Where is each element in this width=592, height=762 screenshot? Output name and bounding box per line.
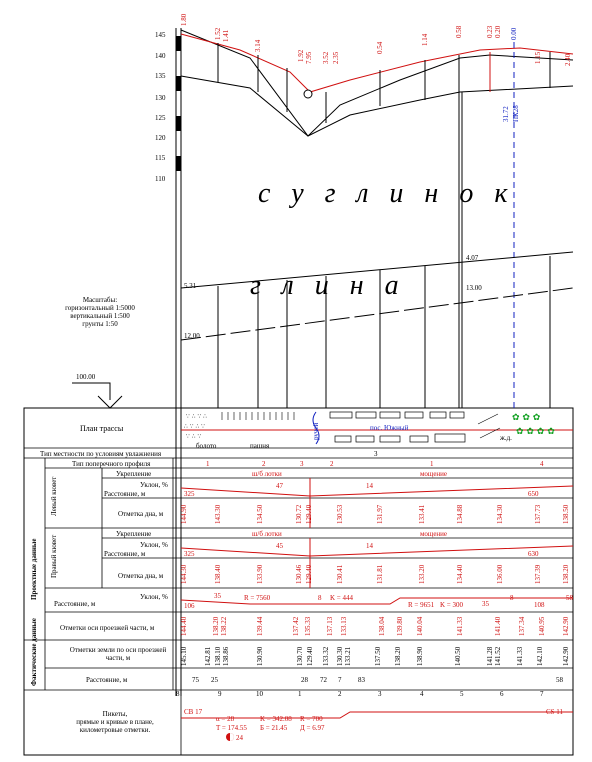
design-mark: 0.58 [455,25,463,38]
design-mark: 1.14 [421,33,429,46]
left-slope-value: 14 [366,482,373,490]
design-mark: 7.95 [305,51,313,64]
design-group-label: Проектные данные [30,538,38,600]
curve-value: R = 7560 [244,594,271,602]
tick-label: 140 [155,52,166,60]
left-slope-label: Уклон, % [140,481,168,489]
design-mark: 0.54 [376,41,384,54]
picket-name: ПК28 [512,105,520,122]
cross-profile-value: 4 [540,460,544,468]
axis-elev-value: 144.40 [180,616,188,636]
left-bottom-value: 137.73 [534,504,542,524]
design-mark: 0.00 [510,27,518,40]
svg-text:✿ ✿ ✿: ✿ ✿ ✿ [512,413,541,423]
tick-label: 145 [155,31,166,39]
picket: 5 [460,690,464,698]
svg-text:✿ ✿ ✿ ✿: ✿ ✿ ✿ ✿ [516,427,555,437]
picket: 9 [218,690,222,698]
cross-profile-value: 2 [330,460,334,468]
right-bottom-value: 131.81 [376,564,384,584]
pickets-label-line3: километровые отметки. [79,726,151,734]
design-mark: 1.41 [222,29,230,42]
left-slope-value: 47 [276,482,283,490]
depth-label: 12.00 [184,332,200,340]
curve-value: 108 [534,601,545,609]
curve-domer: Д = 6.97 [300,724,325,732]
right-distance-value: 325 [184,550,195,558]
curve-bisector: Б = 21.45 [260,724,288,732]
left-bottom-value: 134.88 [456,504,464,524]
right-bottom-value: 138.20 [562,564,570,584]
cross-profile-value: 3 [300,460,304,468]
village-label: пос. Южный [370,424,409,432]
curve-radius: R = 700 [300,715,323,723]
right-bottom-value: 130.46 [295,564,303,584]
road-distance-label: Расстояние, м [54,600,96,608]
pickets-label-line2: прямые и кривые в плане, [76,718,154,726]
soil-upper-label: суглинок [258,178,529,209]
tick-label: 110 [155,175,166,183]
tick-label: 120 [155,134,166,142]
curve-alpha: α = 28 [216,715,235,723]
scale-soil: грунты 1:50 [82,320,118,328]
axis-elev-value: 140.04 [416,616,424,636]
actual-elev-value: 142.90 [562,646,570,666]
left-bottom-value: 144.90 [180,504,188,524]
actual-distance-value: 75 [192,676,199,684]
actual-distance-value: 83 [358,676,365,684]
design-mark: 3.52 [322,51,330,64]
right-strengthening-b: мощение [420,530,448,538]
curve-tangent: T = 174.55 [216,724,247,732]
right-bottom-value: 144.30 [180,564,188,584]
actual-elev-value: 130.90 [256,646,264,666]
actual-group-label: Фактические данные [30,618,38,686]
axis-elev-value: 138.04 [378,616,386,636]
picket-elev: 31.72 [502,106,510,122]
actual-distance-value: 58 [556,676,563,684]
actual-elev-value: 130.30 [336,646,344,666]
scale-horizontal: горизонтальный 1:5000 [65,304,135,312]
terrain-type-label: Тип местности по условиям увлажнения [40,450,162,458]
road-slope-value: 8 [318,594,322,602]
svg-text:∵ ∴ ∵: ∵ ∴ ∵ [186,433,202,440]
road-slope-value: 8 [510,594,514,602]
cross-profile-label: Тип поперечного профиля [72,460,151,468]
design-mark: 1.15 [534,51,542,64]
right-bottom-value: 130.41 [336,564,344,584]
right-bottom-value: 129.40 [305,564,313,584]
actual-elev-value: 130.70 [296,646,304,666]
curve-value: 35 [214,592,221,600]
curve-start-label: CB 17 [184,708,203,716]
design-mark: 2.40 [564,53,572,66]
tick-label: 125 [155,114,166,122]
picket: 2 [338,690,342,698]
right-bottom-value: 133.20 [418,564,426,584]
right-distance-label: Расстояние, м [104,550,146,558]
actual-elev-value: 129.40 [306,646,314,666]
curve-value: 58 [566,594,573,602]
axis-elev-label: Отметки оси проезжей части, м [60,624,155,632]
right-bottom-value: 133.90 [256,564,264,584]
left-bottom-value: 133.41 [418,504,426,524]
curve-value: R = 9651 [408,601,435,609]
axis-elev-value: 133.13 [340,616,348,636]
railway-label: ж.д. [500,434,512,442]
picket: 10 [256,690,263,698]
actual-distance-value: 28 [301,676,308,684]
actual-elev-value: 138.20 [394,646,402,666]
picket: 1 [298,690,302,698]
axis-elev-value: 139.80 [396,616,404,636]
road-slope-label: Уклон, % [140,593,168,601]
left-strengthening-b: мощение [420,470,448,478]
left-bottom-label: Отметка дна, м [118,510,164,518]
left-strengthening-a: ш/б лотки [252,470,282,478]
tick-label: 135 [155,72,166,80]
left-bottom-value: 131.97 [376,504,384,524]
left-bottom-value: 130.53 [336,504,344,524]
soil-lower-label: глина [250,270,420,301]
picket: 6 [500,690,504,698]
design-mark: 1.80 [180,13,188,26]
terrain-type-value: 3 [374,450,378,458]
actual-elev-value: 133.32 [322,646,330,666]
right-strengthening-a: ш/б лотки [252,530,282,538]
left-bottom-value: 134.30 [496,504,504,524]
actual-distance-value: 72 [320,676,327,684]
depth-label: 5.31 [184,282,197,290]
actual-elev-value: 138.10 [214,646,222,666]
design-mark: 0.23 [486,25,494,38]
svg-text:∵ ∴ ∵ ∴: ∵ ∴ ∵ ∴ [186,413,207,420]
actual-distance-value: 25 [211,676,218,684]
right-strengthening-label: Укрепление [116,530,152,538]
design-mark: 2.35 [332,51,340,64]
design-mark: 1.52 [214,27,222,40]
actual-elev-value: 140.50 [454,646,462,666]
curve-value: K = 300 [440,601,464,609]
creek-label: ручей [312,422,320,440]
field-label: пашня [250,442,270,450]
picket: 8 [176,690,180,698]
road-slope-value: 106 [184,602,195,610]
cross-profile-value: 1 [430,460,434,468]
left-bottom-value: 130.72 [295,504,303,524]
right-ditch-label: Правый кювет [50,534,58,578]
left-strengthening-label: Укрепление [116,470,152,478]
depth-label: 4.07 [466,254,479,262]
depth-label: 13.00 [466,284,482,292]
actual-elev-value: 145.10 [180,646,188,666]
curve-length: K = 342.08 [260,715,292,723]
actual-elev-value: 141.28 [486,646,494,666]
picket: 7 [540,690,544,698]
right-distance-value: 630 [528,550,539,558]
scale-vertical: вертикальный 1:500 [70,312,130,320]
left-distance-value: 325 [184,490,195,498]
curve-value: 35 [482,600,489,608]
right-bottom-value: 136.00 [496,564,504,584]
scale-title: Масштабы: [82,296,118,304]
right-bottom-value: 138.40 [214,564,222,584]
axis-elev-value: 139.44 [256,616,264,636]
axis-elev-value: 137.13 [326,616,334,636]
axis-elev-value: 137.42 [292,616,300,636]
swamp-label: болото [196,442,217,450]
right-bottom-label: Отметка дна, м [118,572,164,580]
left-distance-label: Расстояние, м [104,490,146,498]
pickets-label-line1: Пикеты, [102,710,128,718]
actual-elev-value: 142.81 [204,646,212,666]
cross-profile-value: 1 [206,460,210,468]
tick-label: 115 [155,154,166,162]
right-bottom-value: 137.39 [534,564,542,584]
actual-elev-value: 138.86 [222,646,230,666]
left-bottom-value: 138.50 [562,504,570,524]
right-slope-value: 14 [366,542,373,550]
design-mark: 1.92 [297,49,305,62]
axis-elev-value: 140.95 [538,616,546,636]
left-bottom-value: 134.50 [256,504,264,524]
picket: 4 [420,690,424,698]
axis-elev-value: 138.22 [220,616,228,636]
actual-elev-value: 137.50 [374,646,382,666]
tick-label: 130 [155,94,166,102]
axis-elev-value: 137.34 [518,616,526,636]
design-mark: 3.14 [254,39,262,52]
axis-elev-value: 141.40 [494,616,502,636]
left-bottom-value: 129.40 [305,504,313,524]
axis-elev-value: 135.33 [304,616,312,636]
design-mark: 0.20 [494,25,502,38]
right-slope-value: 45 [276,542,283,550]
right-slope-label: Уклон, % [140,541,168,549]
actual-elev-value: 142.10 [536,646,544,666]
km-marker: 24 [236,734,243,742]
axis-elev-value: 142.90 [562,616,570,636]
actual-distance-label: Расстояние, м [86,676,128,684]
actual-elev-value: 141.52 [494,646,502,666]
datum-label: 100.00 [76,373,96,381]
axis-elev-value: 141.33 [456,616,464,636]
left-distance-value: 650 [528,490,539,498]
left-ditch-label: Левый кювет [50,476,58,516]
right-bottom-value: 134.40 [456,564,464,584]
picket: 3 [378,690,382,698]
actual-elev-value: 138.90 [416,646,424,666]
axis-elev-value: 138.20 [212,616,220,636]
plan-title: План трассы [80,424,124,433]
curve-end-label: CS 11 [546,708,564,716]
actual-elev-value: 141.33 [516,646,524,666]
actual-distance-value: 7 [338,676,342,684]
actual-elev-label: Отметки земли по оси проезжей части, м [69,646,167,662]
svg-text:∴ ∵ ∴ ∵: ∴ ∵ ∴ ∵ [184,423,205,430]
left-bottom-value: 143.30 [214,504,222,524]
curve-value: K = 444 [330,594,354,602]
cross-profile-value: 2 [262,460,266,468]
actual-elev-value: 133.21 [344,646,352,666]
